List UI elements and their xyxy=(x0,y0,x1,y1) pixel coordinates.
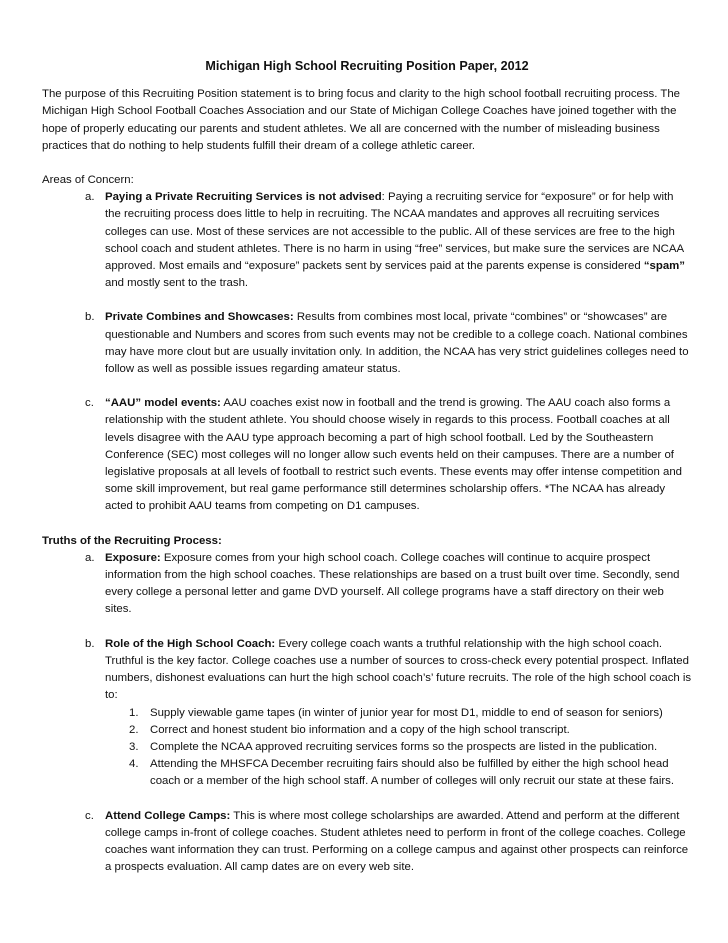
sub-number: 4. xyxy=(129,758,139,771)
sub-number: 1. xyxy=(129,706,139,719)
item-text: : Paying a recruiting service for “exposure” or for help with the recruiting process does little to help in recruiting. The NCAA mandates and approves all recruiting services colleges can use. Most of these services are not accessible to the public. All of these services are free to the high school coach and student athletes. There is no harm in using “free” services, but make sure the services are NCAA approved. Most emails and “exposure” packets sent by services paid at the parents expense is considered xyxy=(105,191,684,273)
list-marker: b. xyxy=(85,637,95,650)
areas-item-c xyxy=(42,395,692,515)
areas-heading: Areas of Concern: xyxy=(42,174,134,187)
sub-text: Attending the MHSFCA December recruiting fairs should also be fulfilled by either the high school head coach or a member of the high school staff. A number of colleges will only recruit our state at these fairs. xyxy=(150,758,675,788)
item-text: Every college coach wants a truthful relationship with the high school coach. Truthful is the key factor. College coaches use a number of sources to cross-check every potential prospect. Inflated numbers, dishonest evaluations can hurt the high school coach’s’ future recruits. The role of the high school coach is to: xyxy=(105,637,692,702)
sub-text: Correct and honest student bio information and a copy of the high school transcript. xyxy=(150,723,570,736)
document-page xyxy=(42,58,692,893)
item-text: Exposure comes from your high school coach. College coaches will continue to acquire prospect information from the high school coaches. These relationships are based on a trust built over time. Secondly, send every college a personal letter and game DVD yourself. All college programs have a staff directory on their web sites. xyxy=(105,551,680,616)
truths-item-b xyxy=(42,636,692,791)
areas-item-b xyxy=(42,309,692,378)
list-marker: c. xyxy=(85,809,94,822)
item-lead: “AAU” model events: xyxy=(105,397,221,410)
coach-role-item-2 xyxy=(42,722,692,739)
sub-text: Supply viewable game tapes (in winter of junior year for most D1, middle to end of season for seniors) xyxy=(150,706,663,719)
intro-paragraph: The purpose of this Recruiting Position statement is to bring focus and clarity to the high school football recruiting process. The Michigan High School Football Coaches Association and our State of Michigan College Coaches have joined together with the hope of properly educating our parents and student athletes. We all are concerned with the number of misleading business practices that do nothing to help students fulfill their dream of a college athletic career. xyxy=(42,88,681,152)
list-marker: c. xyxy=(85,397,94,410)
coach-role-item-4 xyxy=(42,756,692,790)
item-text: Results from combines most local, private “combines” or “showcases” are questionable and Numbers and scores from such events may not be credible to a college coach. National combines may have more clout but are usually invitation only. In addition, the NCAA has very strict guidelines colleges need to follow as well as possible issues regarding amateur status. xyxy=(105,311,689,376)
item-text: AAU coaches exist now in football and the trend is growing. The AAU coach also forms a relationship with the student athlete. You should choose wisely in regards to this process. Football coaches at all levels disagree with the AAU type approach becoming a part of high school football. Led by the Southeastern Conference (SEC) most colleges will no longer allow such events held on their campuses. There are a number of legislative proposals at all levels of football to restrict such events. These events may offer intense competition and some skill improvement, but real game performance still determines scholarship offers. *The NCAA has already acted to prohibit AAU teams from competing on D1 campuses. xyxy=(105,397,683,513)
coach-role-item-3 xyxy=(42,739,692,756)
item-lead: Role of the High School Coach: xyxy=(105,637,276,650)
item-text: This is where most college scholarships are awarded. Attend and perform at the different college camps in-front of college coaches. Student athletes need to perform in front of the college coaches. College coaches want information they can trust. Performing on a college campus and against other prospects can reinforce a prospects evaluation. All camp dates are on every web site. xyxy=(105,809,689,874)
item-lead: Attend College Camps: xyxy=(105,809,231,822)
list-marker: a. xyxy=(85,551,95,564)
areas-item-a xyxy=(42,189,692,292)
list-marker: a. xyxy=(85,191,95,204)
sub-number: 3. xyxy=(129,740,139,753)
list-marker: b. xyxy=(85,311,95,324)
item-lead: Private Combines and Showcases: xyxy=(105,311,294,324)
item-text-end: and mostly sent to the trash. xyxy=(105,277,249,290)
coach-role-list xyxy=(105,705,692,791)
item-bold-inline: “spam” xyxy=(643,260,685,273)
document-title: Michigan High School Recruiting Position Paper, 2012 xyxy=(205,59,529,73)
coach-role-item-1 xyxy=(42,705,692,722)
truths-item-a xyxy=(42,550,692,619)
truths-heading: Truths of the Recruiting Process: xyxy=(42,534,222,547)
item-lead: Exposure: xyxy=(105,551,161,564)
sub-number: 2. xyxy=(129,723,139,736)
truths-item-c xyxy=(42,808,692,877)
item-lead: Paying a Private Recruiting Services is not advised xyxy=(105,191,382,204)
sub-text: Complete the NCAA approved recruiting services forms so the prospects are listed in the publication. xyxy=(150,740,658,753)
